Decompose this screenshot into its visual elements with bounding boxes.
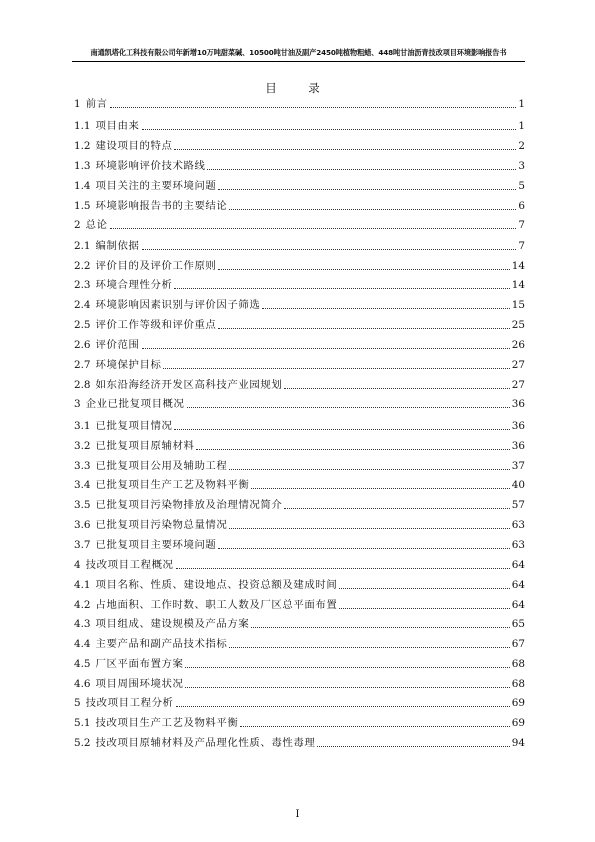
toc-entry-title: 项目名称、性质、建设地点、投资总额及建成时间 (95, 579, 338, 591)
toc-entry[interactable] (74, 115, 525, 133)
toc-entry-page: 68 (511, 678, 525, 690)
toc-dot-leader (218, 548, 509, 549)
toc-entry-title: 已批复项目公用及辅助工程 (95, 460, 228, 472)
toc-entry-number: 2 (74, 219, 81, 231)
toc-entry[interactable] (74, 534, 525, 552)
toc-entry[interactable] (74, 314, 525, 332)
toc-entry-title: 项目由来 (95, 120, 140, 132)
toc-dot-leader (110, 228, 517, 229)
toc-dot-leader (229, 209, 516, 210)
toc-dot-leader (187, 407, 510, 408)
toc-entry-number: 2.1 (74, 240, 91, 252)
toc-entry-number: 3 (74, 398, 81, 410)
toc-entry-number: 4.1 (74, 579, 91, 591)
toc-entry-number: 2.8 (74, 379, 91, 391)
toc-entry[interactable] (74, 692, 525, 710)
toc-entry-number: 1.1 (74, 120, 91, 132)
toc-entry[interactable] (74, 334, 525, 352)
toc-dot-leader (185, 667, 509, 668)
toc-entry-page: 37 (511, 460, 525, 472)
toc-entry[interactable] (74, 653, 525, 671)
toc-dot-leader (339, 588, 509, 589)
toc-entry[interactable] (74, 712, 525, 730)
toc-entry[interactable] (74, 455, 525, 473)
toc-entry-page: 64 (511, 559, 525, 571)
toc-entry[interactable] (74, 374, 525, 392)
toc-dot-leader (251, 627, 509, 628)
toc-entry[interactable] (74, 554, 525, 572)
toc-entry-number: 2.3 (74, 279, 91, 291)
toc-dot-leader (207, 169, 516, 170)
toc-entry[interactable] (74, 633, 525, 651)
toc-entry-page: 27 (511, 379, 525, 391)
toc-entry-page: 64 (511, 599, 525, 611)
toc-entry[interactable] (74, 594, 525, 612)
toc-entry-page: 5 (518, 180, 525, 192)
toc-entry-number: 2.4 (74, 299, 91, 311)
toc-entry-title: 编制依据 (95, 240, 140, 252)
toc-entry-page: 69 (511, 697, 525, 709)
toc-dot-leader (176, 706, 510, 707)
toc-dot-leader (284, 508, 509, 509)
toc-entry-title: 环境影响因素识别与评价因子筛选 (95, 299, 261, 311)
toc-entry-page: 65 (511, 618, 525, 630)
toc-entry[interactable] (74, 415, 525, 433)
toc-entry-number: 4.3 (74, 618, 91, 630)
toc-entry-title: 建设项目的特点 (95, 140, 173, 152)
toc-dot-leader (251, 488, 509, 489)
toc-entry[interactable] (74, 155, 525, 173)
toc-entry-number: 3.7 (74, 539, 91, 551)
toc-entry-page: 14 (511, 260, 525, 272)
toc-entry[interactable] (74, 574, 525, 592)
toc-dot-leader (163, 368, 509, 369)
toc-entry-title: 评价目的及评价工作原则 (95, 260, 217, 272)
toc-entry-number: 5.1 (74, 717, 91, 729)
toc-entry-page: 2 (518, 140, 525, 152)
toc-entry-title: 项目关注的主要环境问题 (95, 180, 217, 192)
toc-entry[interactable] (74, 135, 525, 153)
toc-entry-page: 25 (511, 319, 525, 331)
toc-entry-title: 环境合理性分析 (95, 279, 173, 291)
toc-entry-number: 4.6 (74, 678, 91, 690)
toc-dot-leader (229, 528, 509, 529)
toc-dot-leader (284, 388, 509, 389)
header-rule (72, 61, 525, 62)
toc-entry-page: 36 (511, 420, 525, 432)
toc-entry-page: 67 (511, 638, 525, 650)
toc-title: 目 录 (265, 81, 330, 95)
toc-entry-number: 3.6 (74, 519, 91, 531)
toc-entry-title: 总论 (85, 219, 108, 231)
toc-entry-title: 前言 (85, 98, 108, 110)
toc-entry-page: 26 (511, 339, 525, 351)
toc-entry[interactable] (74, 393, 525, 411)
toc-entry[interactable] (74, 613, 525, 631)
toc-entry[interactable] (74, 255, 525, 273)
toc-entry[interactable] (74, 274, 525, 292)
toc-entry-title: 环境保护目标 (95, 359, 162, 371)
toc-entry-title: 企业已批复项目概况 (85, 398, 185, 410)
toc-dot-leader (262, 308, 509, 309)
toc-entry-title: 如东沿海经济开发区高科技产业园规划 (95, 379, 283, 391)
toc-dot-leader (218, 269, 509, 270)
toc-entry-page: 1 (518, 98, 525, 110)
toc-entry-page: 7 (518, 219, 525, 231)
toc-entry-page: 94 (511, 737, 525, 749)
toc-entry-title: 占地面积、工作时数、职工人数及厂区总平面布置 (95, 599, 338, 611)
toc-entry-number: 4 (74, 559, 81, 571)
toc-entry-number: 4.2 (74, 599, 91, 611)
toc-entry-page: 63 (511, 519, 525, 531)
toc-entry-title: 评价工作等级和评价重点 (95, 319, 217, 331)
toc-dot-leader (229, 469, 509, 470)
toc-entry[interactable] (74, 214, 525, 232)
toc-entry[interactable] (74, 673, 525, 691)
toc-dot-leader (142, 129, 517, 130)
toc-entry-title: 技改项目生产工艺及物料平衡 (95, 717, 239, 729)
toc-entry-title: 评价范围 (95, 339, 140, 351)
toc-entry-number: 3.2 (74, 440, 91, 452)
toc-entry-number: 4.4 (74, 638, 91, 650)
toc-dot-leader (240, 726, 509, 727)
toc-entry-number: 3.3 (74, 460, 91, 472)
toc-entry-page: 36 (511, 440, 525, 452)
toc-entry-number: 1.4 (74, 180, 91, 192)
toc-entry-title: 技改项目原辅材料及产品理化性质、毒性毒理 (95, 737, 316, 749)
toc-entry[interactable] (74, 474, 525, 492)
toc-dot-leader (110, 107, 517, 108)
toc-entry[interactable] (74, 235, 525, 253)
toc-dot-leader (142, 348, 510, 349)
toc-entry-number: 3.1 (74, 420, 91, 432)
toc-dot-leader (218, 328, 509, 329)
toc-entry-title: 技改项目工程分析 (85, 697, 174, 709)
toc-dot-leader (196, 449, 509, 450)
toc-dot-leader (218, 189, 516, 190)
toc-entry-title: 已批复项目污染物排放及治理情况简介 (95, 499, 283, 511)
toc-entry-page: 6 (518, 200, 525, 212)
toc-entry[interactable] (74, 195, 525, 213)
toc-entry-title: 项目组成、建设规模及产品方案 (95, 618, 250, 630)
toc-entry-title: 已批复项目生产工艺及物料平衡 (95, 479, 250, 491)
toc-entry-number: 1.5 (74, 200, 91, 212)
toc-entry-number: 5 (74, 697, 81, 709)
toc-entry-page: 15 (511, 299, 525, 311)
toc-entry-number: 5.2 (74, 737, 91, 749)
toc-entry-title: 已批复项目主要环境问题 (95, 539, 217, 551)
toc-entry-page: 40 (511, 479, 525, 491)
toc-entry[interactable] (74, 175, 525, 193)
toc-entry-title: 环境影响评价技术路线 (95, 160, 206, 172)
toc-entry-title: 厂区平面布置方案 (95, 658, 184, 670)
toc-entry-page: 3 (518, 160, 525, 172)
toc-entry-number: 2.6 (74, 339, 91, 351)
toc-dot-leader (142, 249, 517, 250)
document-header: 南通凯塔化工科技有限公司年新增10万吨甜菜碱、10500吨甘油及副产2450吨植物粗蜡、448吨甘油沥青技改项目环境影响报告书 (90, 48, 507, 57)
toc-entry-page: 36 (511, 398, 525, 410)
toc-entry[interactable] (74, 435, 525, 453)
toc-entry-title: 技改项目工程概况 (85, 559, 174, 571)
toc-entry-number: 3.5 (74, 499, 91, 511)
toc-entry-number: 2.2 (74, 260, 91, 272)
toc-entry-title: 项目周围环境状况 (95, 678, 184, 690)
toc-dot-leader (339, 608, 509, 609)
toc-entry-page: 64 (511, 579, 525, 591)
toc-entry-page: 69 (511, 717, 525, 729)
toc-entry-number: 1 (74, 98, 81, 110)
toc-dot-leader (176, 568, 510, 569)
toc-dot-leader (185, 687, 509, 688)
toc-entry-page: 14 (511, 279, 525, 291)
toc-entry-title: 环境影响报告书的主要结论 (95, 200, 228, 212)
toc-dot-leader (174, 149, 516, 150)
toc-dot-leader (174, 429, 509, 430)
toc-entry-number: 2.5 (74, 319, 91, 331)
toc-entry-number: 1.3 (74, 160, 91, 172)
toc-entry-page: 27 (511, 359, 525, 371)
toc-entry[interactable] (74, 294, 525, 312)
toc-entry-number: 4.5 (74, 658, 91, 670)
toc-entry[interactable] (74, 494, 525, 512)
toc-entry-page: 63 (511, 539, 525, 551)
page-number: I (295, 809, 300, 820)
toc-entry-number: 1.2 (74, 140, 91, 152)
toc-entry-title: 主要产品和副产品技术指标 (95, 638, 228, 650)
toc-entry[interactable] (74, 732, 525, 750)
toc-entry-title: 已批复项目原辅材料 (95, 440, 195, 452)
toc-entry-title: 已批复项目情况 (95, 420, 173, 432)
toc-entry[interactable] (74, 93, 525, 111)
toc-entry-page: 1 (518, 120, 525, 132)
toc-dot-leader (174, 288, 509, 289)
toc-entry-title: 已批复项目污染物总量情况 (95, 519, 228, 531)
toc-entry-page: 7 (518, 240, 525, 252)
toc-dot-leader (317, 746, 509, 747)
toc-entry[interactable] (74, 354, 525, 372)
toc-entry[interactable] (74, 514, 525, 532)
toc-dot-leader (229, 647, 509, 648)
toc-entry-page: 57 (511, 499, 525, 511)
toc-entry-number: 2.7 (74, 359, 91, 371)
toc-entry-number: 3.4 (74, 479, 91, 491)
toc-entry-page: 68 (511, 658, 525, 670)
